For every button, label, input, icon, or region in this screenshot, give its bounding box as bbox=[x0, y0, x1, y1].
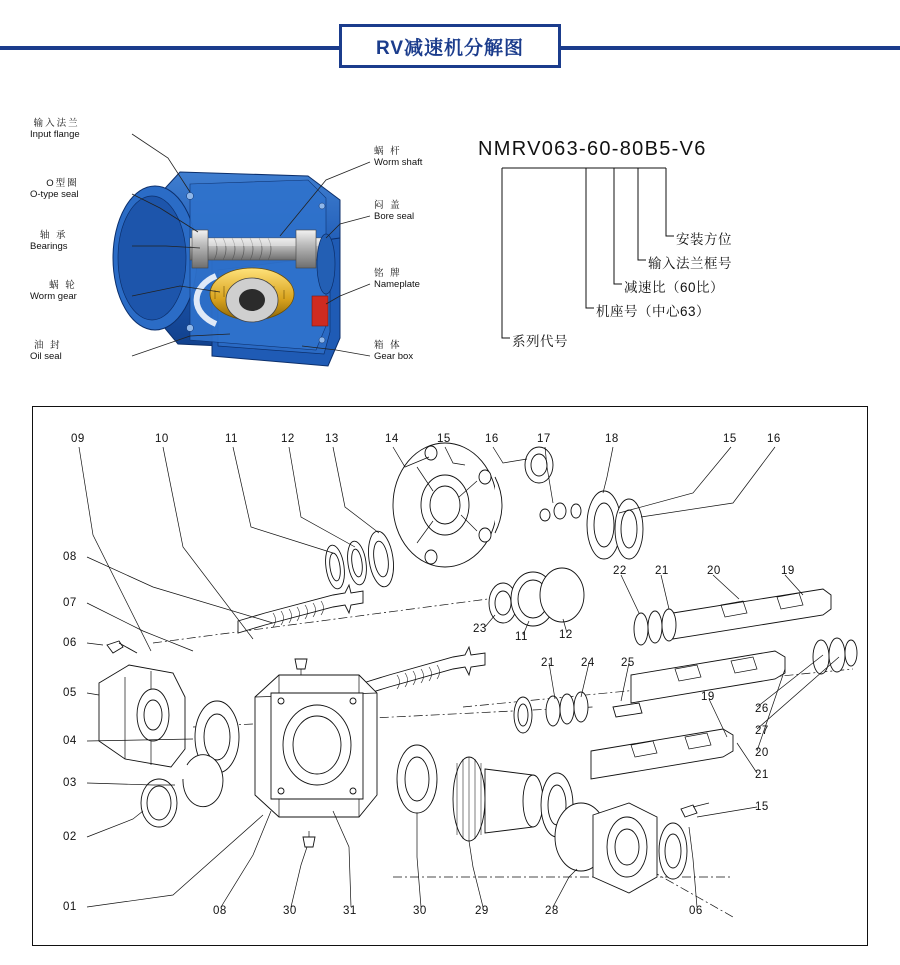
part-number-label: 13 bbox=[325, 433, 339, 445]
rv-gearbox-cutaway-photo bbox=[30, 88, 460, 388]
part-number-label: 19 bbox=[701, 691, 715, 703]
part-number-label: 15 bbox=[437, 433, 451, 445]
callout-bore-seal: 闷 盖 Bore seal bbox=[374, 200, 415, 222]
model-label-flange-frame: 输入法兰框号 bbox=[648, 256, 732, 271]
model-label-frame-size: 机座号（中心63） bbox=[596, 304, 711, 319]
part-number-label: 12 bbox=[281, 433, 295, 445]
model-label-mounting-position: 安装方位 bbox=[676, 232, 732, 247]
part-number-label: 06 bbox=[63, 637, 77, 649]
part-number-label: 08 bbox=[213, 905, 227, 917]
part-number-label: 20 bbox=[755, 747, 769, 759]
part-number-label: 08 bbox=[63, 551, 77, 563]
exploded-parts-diagram bbox=[32, 406, 868, 946]
part-number-label: 30 bbox=[283, 905, 297, 917]
part-number-label: 20 bbox=[707, 565, 721, 577]
model-label-series-code: 系列代号 bbox=[512, 334, 568, 349]
part-number-label: 06 bbox=[689, 905, 703, 917]
part-number-label: 14 bbox=[385, 433, 399, 445]
part-number-label: 05 bbox=[63, 687, 77, 699]
part-number-label: 18 bbox=[605, 433, 619, 445]
callout-worm-shaft: 蜗 杆 Worm shaft bbox=[374, 146, 423, 168]
page-title-box bbox=[339, 24, 561, 68]
part-number-label: 25 bbox=[621, 657, 635, 669]
part-number-label: 30 bbox=[413, 905, 427, 917]
part-number-label: 04 bbox=[63, 735, 77, 747]
part-number-label: 22 bbox=[613, 565, 627, 577]
part-number-label: 21 bbox=[755, 769, 769, 781]
model-code-text: NMRV063-60-80B5-V6 bbox=[478, 138, 707, 160]
part-number-label: 23 bbox=[473, 623, 487, 635]
part-number-label: 17 bbox=[537, 433, 551, 445]
part-number-label: 15 bbox=[755, 801, 769, 813]
part-number-label: 21 bbox=[541, 657, 555, 669]
part-number-label: 03 bbox=[63, 777, 77, 789]
part-number-label: 16 bbox=[485, 433, 499, 445]
callout-gear-box: 箱 体 Gear box bbox=[374, 340, 414, 362]
top-illustration-area bbox=[0, 84, 900, 402]
model-designation-block bbox=[478, 138, 878, 388]
callout-nameplate: 铭 牌 Nameplate bbox=[374, 268, 420, 290]
part-number-label: 27 bbox=[755, 725, 769, 737]
callout-oil-seal: 油 封 Oil seal bbox=[30, 340, 62, 362]
callout-bearings: 轴 承 Bearings bbox=[30, 230, 68, 252]
part-number-label: 24 bbox=[581, 657, 595, 669]
page-title: RV减速机分解图 bbox=[375, 37, 525, 59]
part-number-label: 19 bbox=[781, 565, 795, 577]
callout-o-type-seal: O型圈 O-type seal bbox=[30, 178, 79, 200]
part-number-label: 11 bbox=[225, 433, 238, 445]
exploded-diagram-svg bbox=[33, 407, 867, 945]
part-number-label: 01 bbox=[63, 901, 77, 913]
part-number-label: 12 bbox=[559, 629, 573, 641]
part-number-label: 11 bbox=[515, 631, 528, 643]
part-number-label: 15 bbox=[723, 433, 737, 445]
part-number-label: 26 bbox=[755, 703, 769, 715]
callout-worm-gear: 蜗 轮 Worm gear bbox=[30, 280, 77, 302]
part-number-label: 07 bbox=[63, 597, 77, 609]
callout-input-flange: 输入法兰 Input flange bbox=[30, 118, 80, 140]
part-number-label: 16 bbox=[767, 433, 781, 445]
part-number-label: 31 bbox=[343, 905, 357, 917]
part-number-label: 10 bbox=[155, 433, 169, 445]
model-label-ratio: 减速比（60比） bbox=[624, 280, 725, 295]
part-number-label: 09 bbox=[71, 433, 85, 445]
part-number-label: 28 bbox=[545, 905, 559, 917]
part-number-label: 02 bbox=[63, 831, 77, 843]
part-number-label: 21 bbox=[655, 565, 669, 577]
part-number-label: 29 bbox=[475, 905, 489, 917]
page-header bbox=[0, 0, 900, 78]
